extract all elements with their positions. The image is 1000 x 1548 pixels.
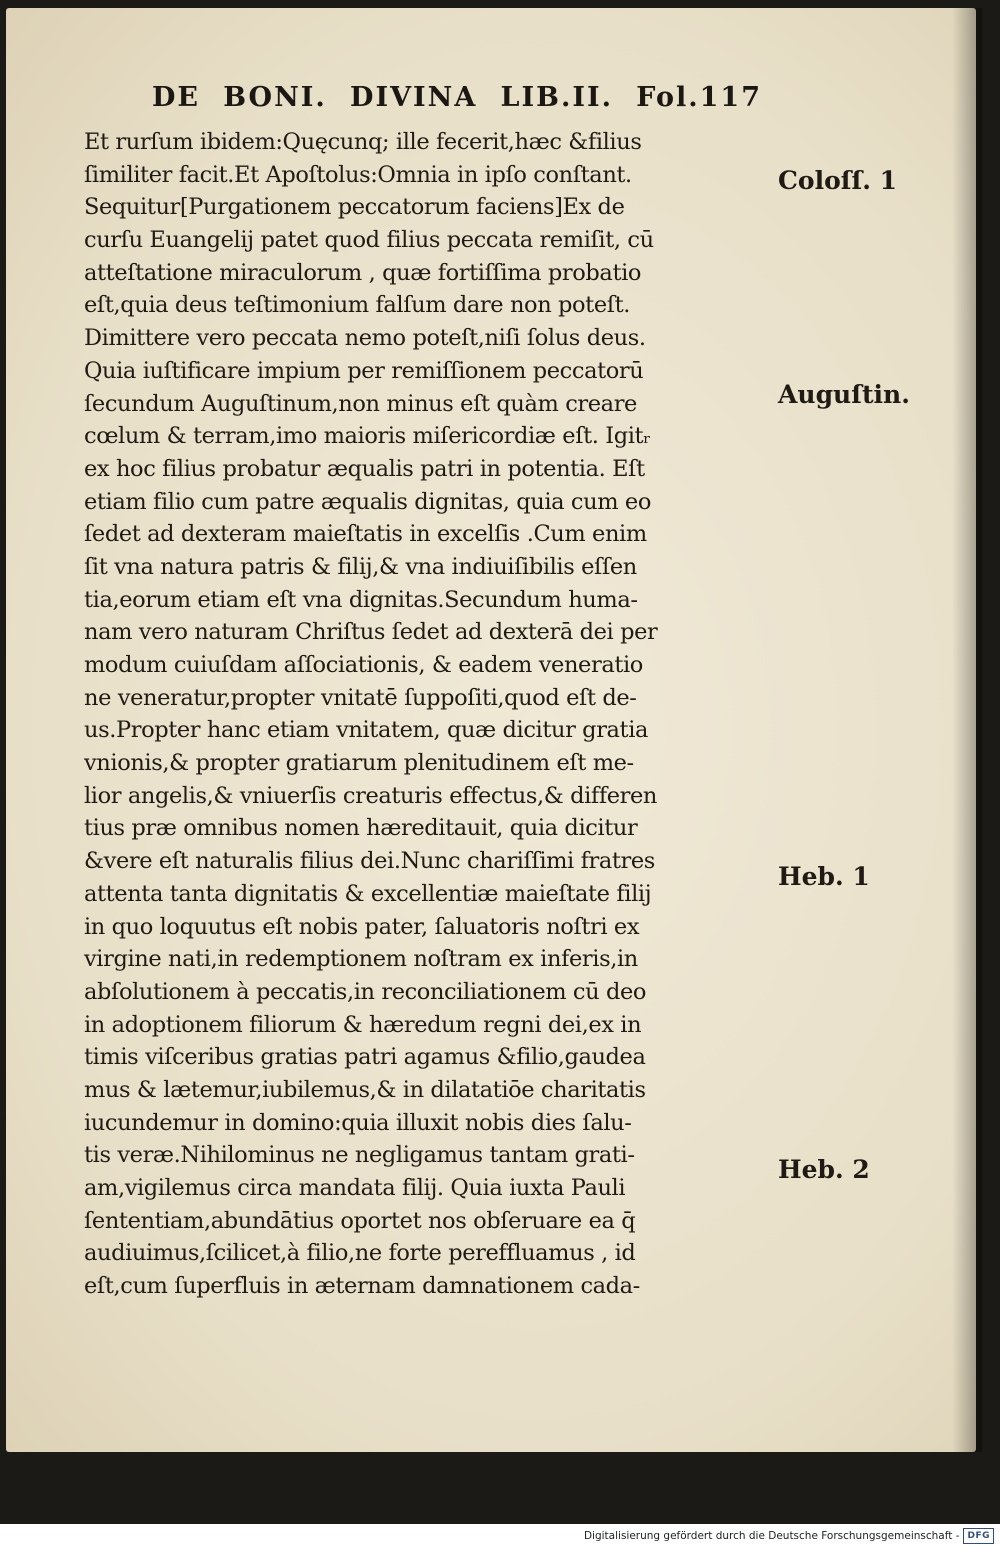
text-line: mus & lætemur,iubilemus,& in dilatatiōe charitatis: [84, 1076, 646, 1103]
text-line: Et rurſum ibidem:Quęcunq; ille fecerit,hæc &filius: [84, 129, 642, 155]
text-line: ſimiliter facit.Et Apoſtolus:Omnia in ipſo conſtant.: [84, 161, 632, 188]
running-head: [152, 82, 762, 122]
text-line: in quo loquutus eſt nobis pater, ſaluatoris noſtri ex: [84, 913, 640, 940]
text-line: lior angelis,& vniuerſis creaturis effectus,& differen: [84, 782, 658, 809]
text-line: Sequitur[Purgationem peccatorum faciens]Ex de: [84, 194, 625, 221]
text-line: ſit vna natura patris & filij,& vna indiuiſibilis eſſen: [84, 553, 637, 580]
text-line: Quia iuſtificare impium per remiſſionem peccatorū: [84, 357, 644, 384]
folio-number: Fol.117: [636, 82, 762, 113]
text-line: ſententiam,abundātius oportet nos obſeruare ea q̄: [84, 1207, 636, 1234]
text-line: virgine nati,in redemptionem noſtram ex inferis,in: [84, 946, 638, 973]
running-head-lib: LIB.II.: [500, 82, 614, 113]
text-line: tius præ omnibus nomen hæreditauit, quia dicitur: [84, 815, 638, 842]
running-head-de: DE: [152, 82, 200, 113]
text-line: iucundemur in domino:quia illuxit nobis dies ſalu-: [84, 1109, 632, 1136]
marginal-note-coloss: Coloſſ. 1: [778, 166, 898, 195]
dfg-credit: [584, 1528, 994, 1544]
text-line: nam vero naturam Chriſtus ſedet ad dexterā dei per: [84, 619, 658, 646]
text-line: cœlum & terram,imo maioris miſericordiæ eſt. Igitᵣ: [84, 423, 651, 450]
text-line: curſu Euangelij patet quod filius peccata remiſit, cū: [84, 227, 654, 254]
text-line: Dimittere vero peccata nemo poteſt,niſi ſolus deus.: [84, 325, 646, 352]
running-head-boni: BONI.: [223, 82, 327, 113]
text-line: eſt,quia deus teſtimonium falſum dare non poteſt.: [84, 292, 631, 319]
text-line: in adoptionem filiorum & hæredum regni dei,ex in: [84, 1011, 642, 1038]
text-line: ſedet ad dexteram maieſtatis in excelſis .Cum enim: [84, 521, 647, 548]
text-line: ne veneratur,propter vnitatē ſuppoſiti,quod eſt de-: [84, 684, 637, 711]
text-line: timis viſceribus gratias patri agamus &filio,gaudea: [84, 1044, 646, 1071]
text-line: audiuimus,ſcilicet,à filio,ne forte pereffluamus , id: [84, 1240, 636, 1267]
text-line: &vere eſt naturalis filius dei.Nunc chariſſimi fratres: [84, 848, 655, 875]
text-line: eſt,cum ſuperfluis in æternam damnationem cada-: [84, 1273, 640, 1300]
text-line: tia,eorum etiam eſt vna dignitas.Secundum huma-: [84, 586, 638, 613]
text-line: abſolutionem à peccatis,in reconciliationem cū deo: [84, 978, 647, 1005]
marginal-note-heb1: Heb. 1: [778, 862, 870, 891]
dfg-credit-text: Digitalisierung gefördert durch die Deutsche Forschungsgemeinschaft -: [583, 1530, 960, 1542]
marginal-note-heb2: Heb. 2: [778, 1155, 870, 1184]
body-text-block: [84, 126, 774, 1303]
text-line: ſecundum Auguſtinum,non minus eſt quàm creare: [84, 390, 637, 417]
text-line: vnionis,& propter gratiarum plenitudinem eſt me-: [84, 750, 634, 777]
text-line: attenta tanta dignitatis & excellentiæ maieſtate filij: [84, 880, 652, 907]
text-line: am,vigilemus circa mandata filij. Quia iuxta Pauli: [84, 1175, 626, 1201]
page-edge-shadow: [952, 8, 982, 1452]
text-line: ex hoc filius probatur æqualis patri in potentia. Eſt: [84, 455, 645, 482]
text-line: us.Propter hanc etiam vnitatem, quæ dicitur gratia: [84, 717, 649, 744]
text-line: atteſtatione miraculorum , quæ fortiſſima probatio: [84, 259, 642, 286]
dfg-logo-icon[interactable]: DFG: [963, 1528, 994, 1544]
text-line: etiam filio cum patre æqualis dignitas, quia cum eo: [84, 488, 651, 515]
text-line: modum cuiuſdam aſſociationis, & eadem veneratio: [84, 652, 643, 678]
marginal-note-augustin: Auguſtin.: [778, 380, 910, 409]
running-head-divina: DIVINA: [350, 82, 478, 113]
text-line: tis veræ.Nihilominus ne negligamus tantam grati-: [84, 1142, 635, 1169]
